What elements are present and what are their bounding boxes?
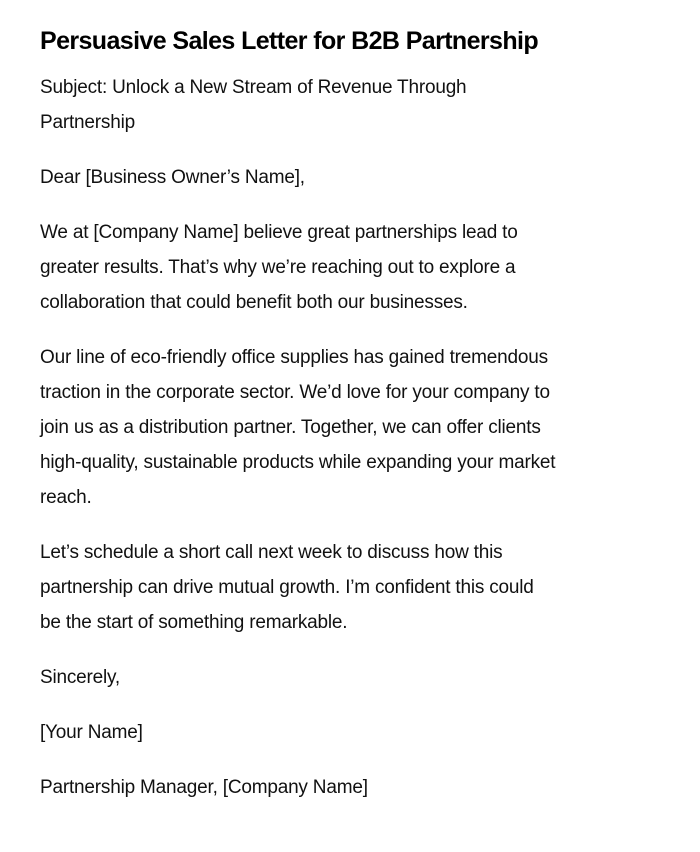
text-line: partnership can drive mutual growth. I’m confident this could	[40, 577, 534, 598]
subject-line-2: Partnership	[40, 112, 135, 133]
letter-document	[40, 22, 680, 825]
subject-line-1: Subject: Unlock a New Stream of Revenue Through	[40, 77, 467, 98]
text-line: be the start of something remarkable.	[40, 612, 348, 633]
text-line: We at [Company Name] believe great partnerships lead to	[40, 222, 518, 243]
page-title: Persuasive Sales Letter for B2B Partnership	[40, 27, 539, 55]
signature-title: Partnership Manager, [Company Name]	[40, 777, 368, 798]
text-line: Let’s schedule a short call next week to discuss how this	[40, 542, 503, 563]
signature-name: [Your Name]	[40, 722, 143, 743]
text-line: Our line of eco-friendly office supplies has gained tremendous	[40, 347, 548, 368]
paragraph-call-to-action	[40, 535, 680, 640]
text-line: traction in the corporate sector. We’d love for your company to	[40, 382, 550, 403]
subject-line	[40, 70, 680, 140]
text-line: greater results. That’s why we’re reaching out to explore a	[40, 257, 516, 278]
paragraph-offer	[40, 340, 680, 515]
closing: Sincerely,	[40, 667, 121, 688]
text-line: collaboration that could benefit both our businesses.	[40, 292, 468, 313]
text-line: reach.	[40, 487, 92, 508]
text-line: high-quality, sustainable products while expanding your market	[40, 452, 556, 473]
paragraph-intro	[40, 215, 680, 320]
greeting: Dear [Business Owner’s Name],	[40, 167, 305, 188]
text-line: join us as a distribution partner. Together, we can offer clients	[40, 417, 541, 438]
